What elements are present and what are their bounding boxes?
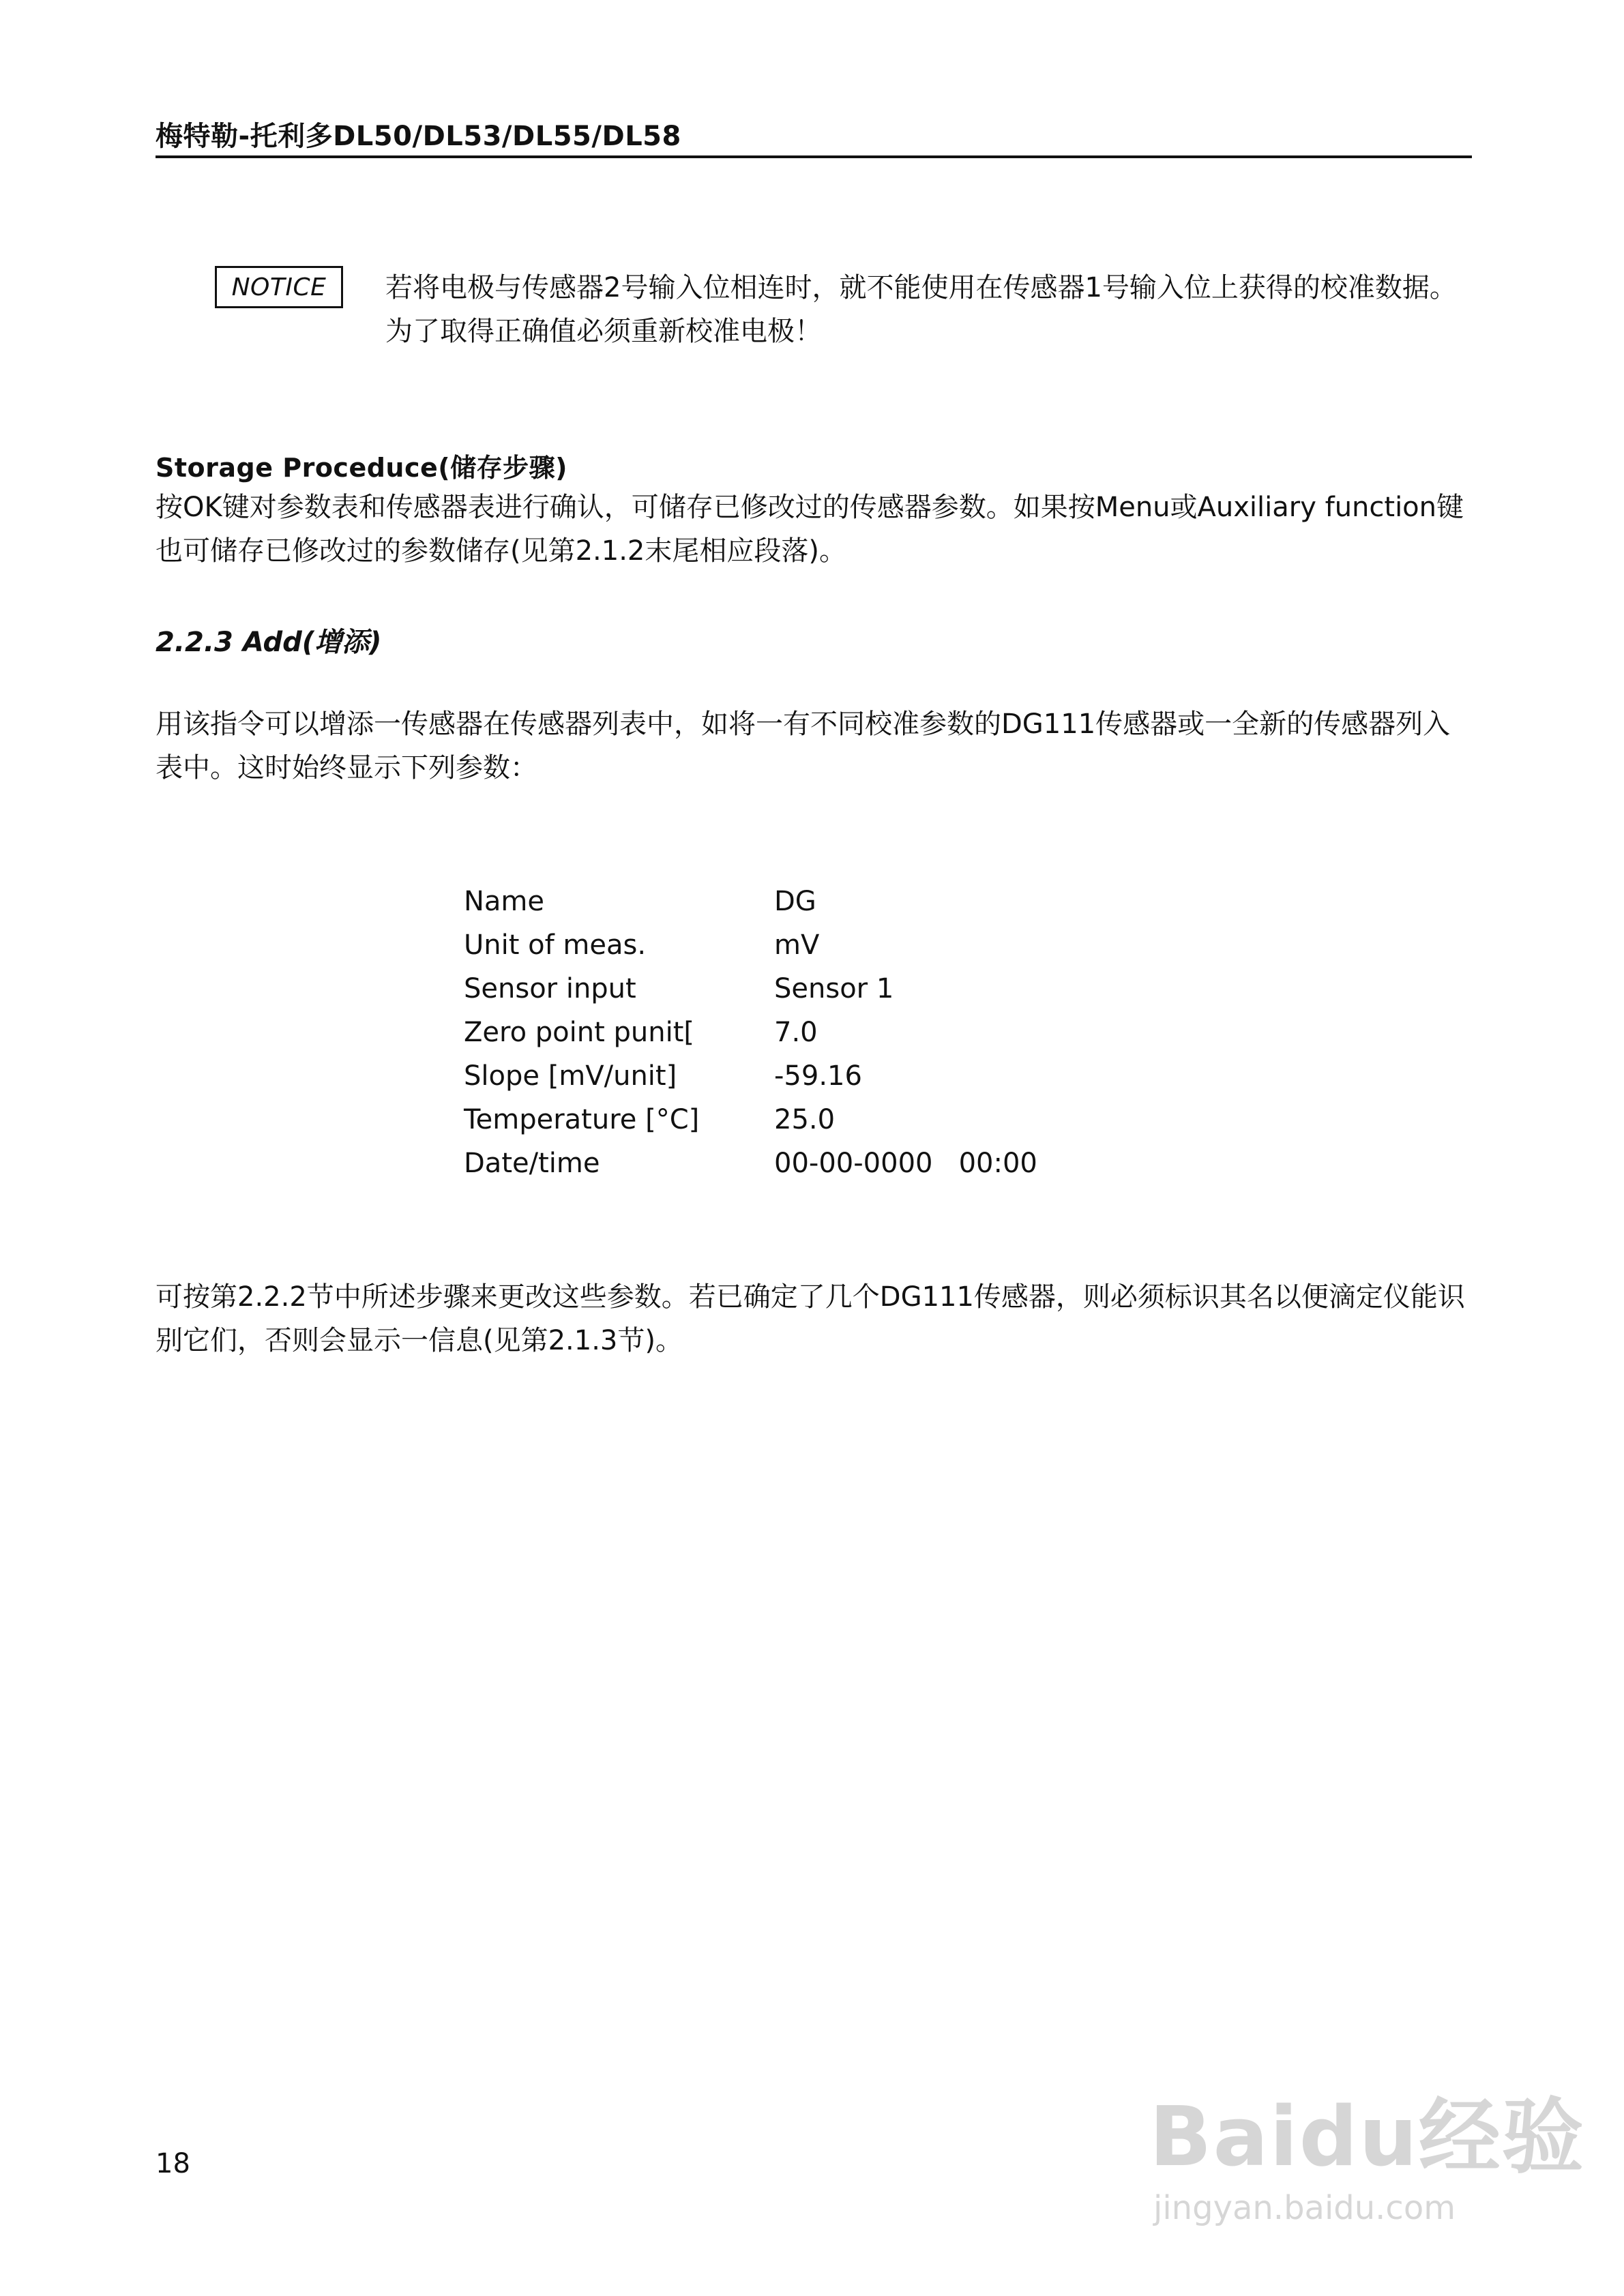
parameter-label: Sensor input xyxy=(464,973,636,1004)
parameter-value: mV xyxy=(774,929,820,961)
parameter-value: 7.0 xyxy=(774,1017,818,1048)
page-number: 18 xyxy=(156,2148,190,2179)
parameter-row xyxy=(464,1098,1146,1142)
watermark-url: jingyan.baidu.com xyxy=(1153,2189,1456,2227)
parameter-label: Date/time xyxy=(464,1148,600,1179)
notice-text: 若将电极与传感器2号输入位相连时，就不能使用在传感器1号输入位上获得的校准数据。为了取得正确值必须重新校准电极！ xyxy=(385,272,1457,347)
parameter-row xyxy=(464,1142,1146,1185)
parameter-table xyxy=(464,880,1146,1185)
parameter-value: -59.16 xyxy=(774,1060,862,1092)
header-divider xyxy=(156,155,1472,158)
parameter-label: Temperature [°C] xyxy=(464,1104,700,1135)
parameter-value: DG xyxy=(774,886,816,917)
parameter-label: Unit of meas. xyxy=(464,929,647,961)
baidu-watermark xyxy=(1149,2090,1585,2257)
notice-label: NOTICE xyxy=(231,273,327,301)
parameter-row xyxy=(464,1054,1146,1098)
parameter-label: Slope [mV/unit] xyxy=(464,1060,677,1092)
parameter-value: 25.0 xyxy=(774,1104,836,1135)
section-heading: 2.2.3 Add(增添) xyxy=(156,627,382,658)
watermark-logo: Baidu经验 xyxy=(1149,2090,1585,2185)
parameter-value: 00-00-0000 00:00 xyxy=(774,1148,1037,1179)
page-header-title: 梅特勒-托利多DL50/DL53/DL55/DL58 xyxy=(156,121,681,152)
parameter-label: Name xyxy=(464,886,545,917)
parameter-value: Sensor 1 xyxy=(774,973,894,1004)
parameter-row xyxy=(464,1011,1146,1054)
section-closing-paragraph: 可按第2.2.2节中所述步骤来更改这些参数。若已确定了几个DG111传感器，则必须标识其名以便滴定仪能识别它们，否则会显示一信息(见第2.1.3节)。 xyxy=(156,1281,1465,1356)
storage-procedure-heading: Storage Proceduce(储存步骤) xyxy=(156,453,568,483)
storage-procedure-text: 按OK键对参数表和传感器表进行确认，可储存已修改过的传感器参数。如果按Menu或Auxiliary function键也可储存已修改过的参数储存(见第2.1.2末尾相应段落)。 xyxy=(156,492,1464,567)
notice-label-box xyxy=(215,266,343,308)
parameter-row xyxy=(464,967,1146,1011)
parameter-row xyxy=(464,923,1146,967)
parameter-row xyxy=(464,880,1146,923)
parameter-label: Zero point punit[ xyxy=(464,1017,694,1048)
section-intro-paragraph: 用该指令可以增添一传感器在传感器列表中，如将一有不同校准参数的DG111传感器或一全新的传感器列入表中。这时始终显示下列参数： xyxy=(156,709,1451,784)
